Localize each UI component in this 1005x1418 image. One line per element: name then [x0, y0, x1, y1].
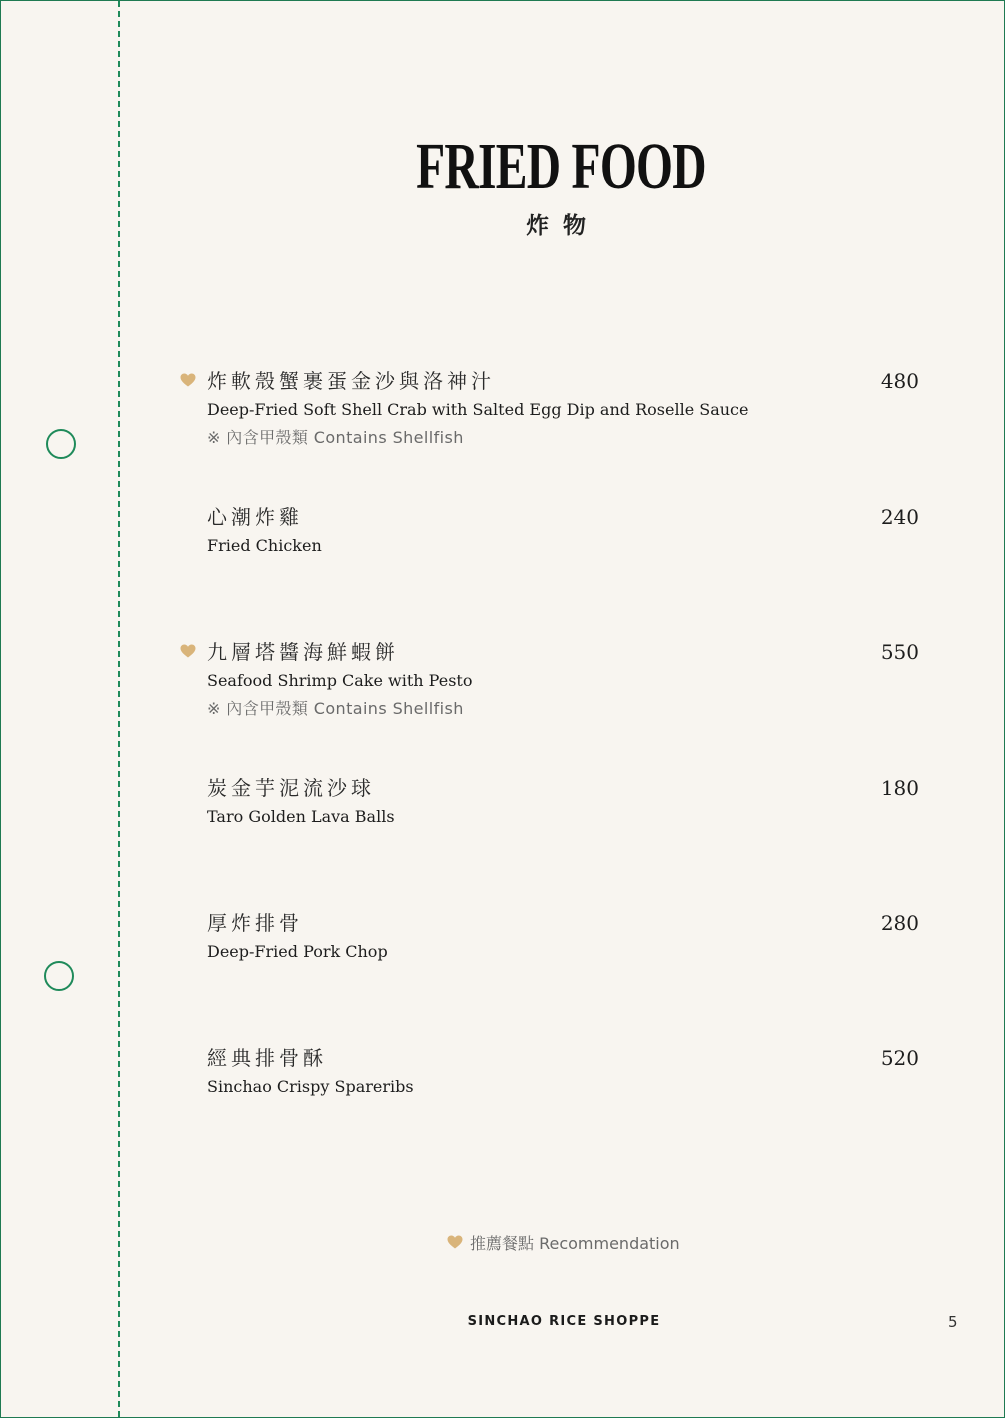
item-name-en: Fried Chicken: [207, 536, 322, 555]
heart-icon: [447, 1235, 463, 1249]
item-name-en: Seafood Shrimp Cake with Pesto: [207, 671, 473, 690]
menu-item: [207, 504, 919, 556]
item-name-zh: 經典排骨酥: [207, 1046, 327, 1070]
item-name-en: Sinchao Crispy Spareribs: [207, 1077, 414, 1096]
menu-item: [207, 775, 919, 827]
item-price: 520: [880, 1046, 919, 1070]
item-name-en: Taro Golden Lava Balls: [207, 807, 395, 826]
item-name-zh: 九層塔醬海鮮蝦餅: [207, 640, 399, 664]
legend-label: 推薦餐點 Recommendation: [470, 1233, 680, 1253]
page-number: 5: [948, 1313, 958, 1331]
item-price: 280: [880, 911, 919, 935]
footer-brand: SINCHAO RICE SHOPPE: [467, 1314, 661, 1329]
menu-item: [207, 639, 919, 719]
item-name-zh: 厚炸排骨: [207, 911, 303, 935]
item-name-zh: 炸軟殼蟹裹蛋金沙與洛神汁: [207, 369, 495, 393]
item-price: 480: [880, 369, 919, 393]
heart-icon: [180, 644, 196, 658]
item-name-en: Deep-Fried Pork Chop: [207, 942, 388, 961]
heart-icon: [180, 373, 196, 387]
page-subtitle: 炸物: [526, 212, 600, 239]
menu-item: [207, 368, 919, 448]
allergen-note: ※ 內含甲殼類 Contains Shellfish: [207, 699, 464, 718]
item-price: 240: [880, 505, 919, 529]
item-price: 550: [880, 640, 919, 664]
recommendation-legend: [447, 1231, 680, 1253]
item-price: 180: [880, 776, 919, 800]
menu-item: [207, 910, 919, 962]
page-title: FRIED FOOD: [416, 130, 706, 203]
binder-ring-icon: [44, 961, 74, 991]
binder-ring-icon: [46, 429, 76, 459]
item-name-zh: 炭金芋泥流沙球: [207, 776, 375, 800]
menu-item: [207, 1045, 919, 1097]
allergen-note: ※ 內含甲殼類 Contains Shellfish: [207, 428, 464, 447]
item-name-zh: 心潮炸雞: [207, 505, 303, 529]
item-name-en: Deep-Fried Soft Shell Crab with Salted Egg Dip and Roselle Sauce: [207, 400, 749, 419]
